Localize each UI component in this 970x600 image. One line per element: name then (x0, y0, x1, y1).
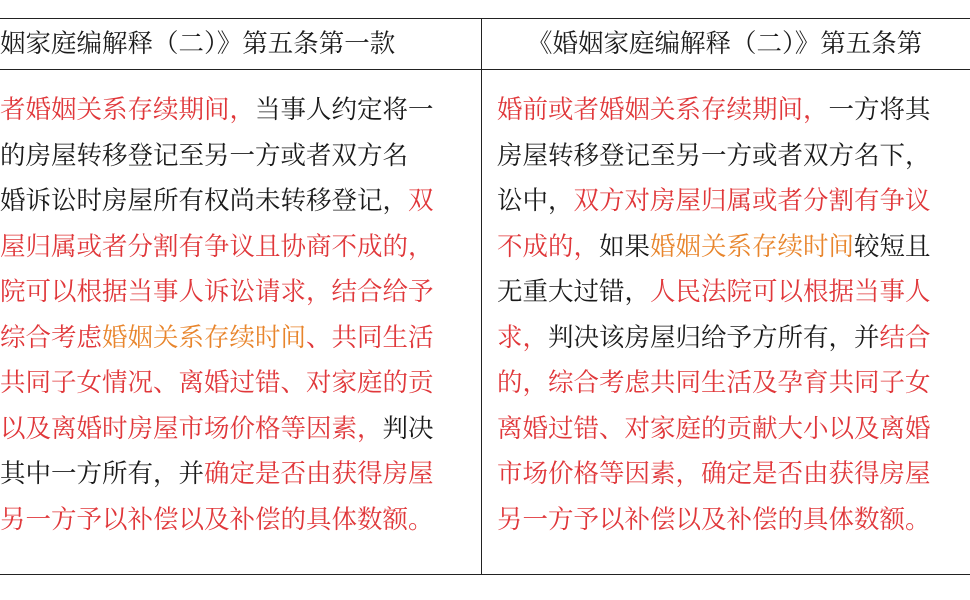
left-text-line (0, 361, 478, 407)
plain-text: 一方将其 (828, 95, 931, 125)
red-emphasis-text: 人民法院可以根据当事人 (650, 277, 931, 307)
red-emphasis-text: 的，综合考虑共同生活及孕育共同子女 (497, 368, 931, 398)
red-emphasis-text: 综合考虑 (0, 322, 103, 353)
left-header-text: 姻家庭编解释（二）》第五条第一款 (0, 29, 396, 59)
red-emphasis-text: 双 (408, 186, 434, 216)
right-header-text: 《婚姻家庭编解释（二）》第五条第 (527, 29, 923, 59)
red-emphasis-text: 另一方予以补偿以及补偿的具体数额。 (0, 504, 434, 535)
plain-text: 如果 (599, 231, 651, 262)
right-text-line (497, 88, 970, 134)
right-text-line (497, 498, 970, 544)
right-text-line (497, 134, 970, 180)
red-emphasis-text: 离婚过错、对家庭的贡献大小以及离婚 (497, 413, 931, 444)
left-text-line (0, 225, 478, 271)
red-emphasis-text: 以及离婚时房屋市场价格等因素， (0, 413, 383, 444)
left-text-line (0, 316, 478, 362)
red-emphasis-text: 另一方予以补偿以及补偿的具体数额。 (497, 504, 931, 535)
red-emphasis-text: 市场价格等因素，确定是否由获得房屋 (497, 459, 931, 489)
red-emphasis-text: 求， (497, 322, 549, 353)
red-emphasis-text: 者婚姻关系存续期间， (0, 95, 256, 125)
right-column-header (527, 19, 970, 69)
plain-text: 当事人约定将一 (255, 95, 434, 125)
right-text-line (497, 407, 970, 453)
right-text-line (497, 452, 970, 498)
table-bottom-rule (0, 574, 970, 575)
red-emphasis-text: 共同子女情况、离婚过错、对家庭的贡 (0, 368, 434, 398)
right-text-line (497, 179, 970, 225)
left-text-line (0, 179, 478, 225)
left-text-line (0, 134, 478, 180)
right-text-line (497, 225, 970, 271)
left-article-text (0, 88, 478, 568)
left-column-header (0, 19, 478, 69)
orange-emphasis-text: 婚姻关系存续时间 (650, 231, 855, 262)
left-text-line (0, 270, 478, 316)
red-emphasis-text: 不成的， (497, 231, 600, 262)
plain-text: 讼中， (497, 186, 574, 216)
plain-text: 判决该房屋归给予方所有，并 (548, 322, 880, 353)
red-emphasis-text: 结合 (879, 322, 931, 353)
plain-text: 判决 (382, 413, 434, 444)
right-text-line (497, 361, 970, 407)
right-text-line (497, 316, 970, 362)
plain-text: 无重大过错， (497, 277, 651, 307)
left-text-line (0, 88, 478, 134)
plain-text: 婚诉讼时房屋所有权尚未转移登记， (0, 186, 409, 216)
right-article-text (497, 88, 970, 568)
left-text-line (0, 407, 478, 453)
red-emphasis-text: 屋归属或者分割有争议且协商不成的， (0, 231, 434, 262)
left-text-line (0, 452, 478, 498)
red-emphasis-text: 、共同生活 (306, 322, 434, 353)
plain-text: 房屋转移登记至另一方或者双方名下， (497, 140, 931, 171)
plain-text: 较短且 (854, 231, 931, 262)
plain-text: 其中一方所有，并 (0, 459, 205, 489)
red-emphasis-text: 院可以根据当事人诉讼请求，结合给予 (0, 277, 434, 307)
red-emphasis-text: 确定是否由获得房屋 (204, 459, 434, 489)
left-text-line (0, 498, 478, 544)
orange-emphasis-text: 婚姻关系存续时间 (102, 322, 307, 353)
header-bottom-rule (0, 69, 970, 70)
red-emphasis-text: 婚前或者婚姻关系存续期间， (497, 95, 829, 125)
right-text-line (497, 270, 970, 316)
column-divider (481, 18, 482, 575)
plain-text: 的房屋转移登记至另一方或者双方名 (0, 140, 409, 171)
red-emphasis-text: 双方对房屋归属或者分割有争议 (573, 186, 931, 216)
